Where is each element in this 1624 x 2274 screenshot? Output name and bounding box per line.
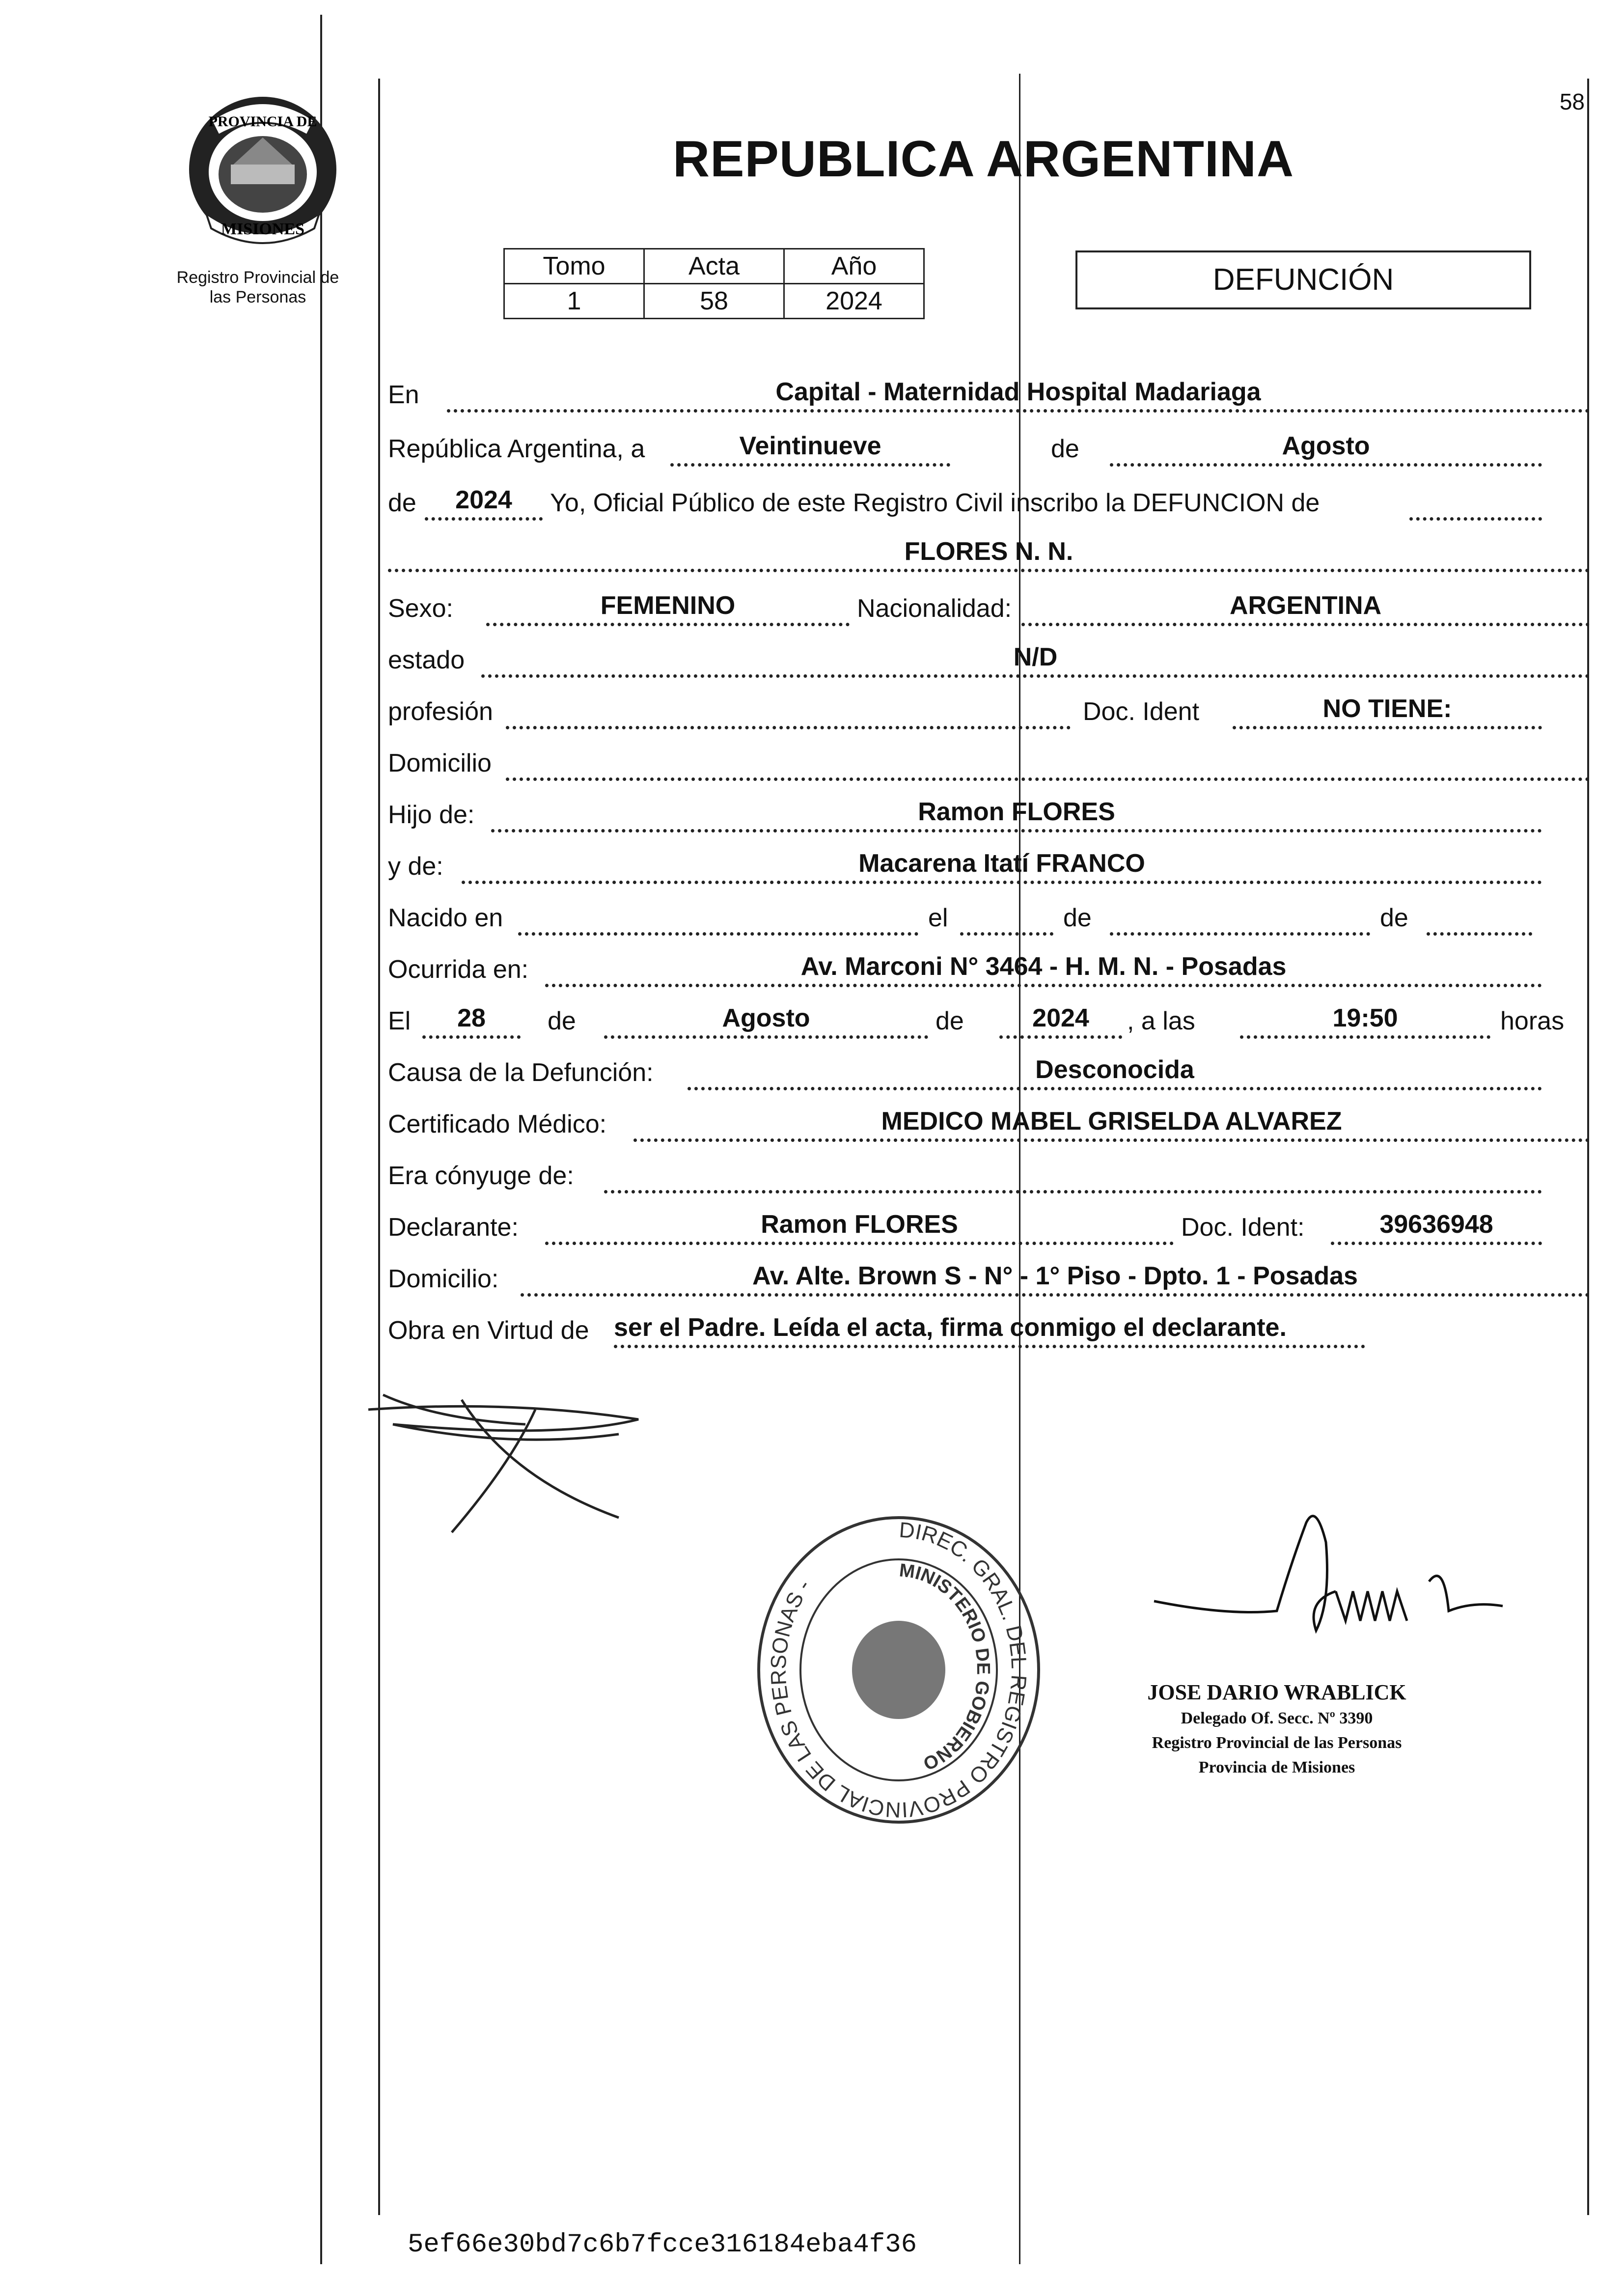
dotted-line xyxy=(425,517,543,521)
dotted-line xyxy=(999,1035,1122,1039)
row-deceased-name xyxy=(388,533,1590,577)
row-certificate xyxy=(388,1103,1590,1147)
dotted-line xyxy=(545,1242,1174,1245)
death-year-value: 2024 xyxy=(1032,1004,1089,1032)
hijo-label: Hijo de: xyxy=(388,801,475,829)
dotted-line xyxy=(1110,932,1370,936)
obra-value: ser el Padre. Leída el acta, firma conmigo el declarante. xyxy=(614,1313,1287,1342)
dotted-line xyxy=(1021,623,1590,626)
doc-ident-value: NO TIENE: xyxy=(1322,694,1452,723)
de-label: de xyxy=(1063,904,1092,932)
declarante-value: Ramon FLORES xyxy=(761,1210,958,1239)
seal-text-top: PROVINCIA DE xyxy=(208,113,317,130)
declarant-signature xyxy=(363,1390,707,1537)
declarante-label: Declarante: xyxy=(388,1213,519,1242)
dotted-line xyxy=(604,1035,928,1039)
row-marital-status xyxy=(388,638,1590,683)
page-number: 58 xyxy=(1559,89,1585,114)
year-value: 2024 xyxy=(455,486,512,514)
en-label: En xyxy=(388,381,419,409)
dotted-line xyxy=(1331,1242,1542,1245)
profesion-label: profesión xyxy=(388,697,493,726)
row-virtue xyxy=(388,1309,1590,1353)
row-mother xyxy=(388,845,1590,889)
dotted-line xyxy=(688,1087,1542,1090)
dotted-line xyxy=(1427,932,1532,936)
record-type-box: DEFUNCIÓN xyxy=(1075,250,1531,309)
registry-table xyxy=(503,248,925,319)
acta-header: Acta xyxy=(644,249,784,284)
document-title: REPUBLICA ARGENTINA xyxy=(673,131,1294,188)
row-declarant-domicile xyxy=(388,1257,1590,1302)
anio-value: 2024 xyxy=(784,284,924,319)
dotted-line xyxy=(462,881,1542,884)
sexo-label: Sexo: xyxy=(388,594,453,623)
certificado-value: MEDICO MABEL GRISELDA ALVAREZ xyxy=(881,1107,1342,1136)
dotted-line xyxy=(521,1293,1590,1297)
form-left-border xyxy=(378,79,380,2215)
left-binding-line xyxy=(320,15,322,2264)
seal-text-bottom: MISIONES xyxy=(220,220,305,238)
de-label: de xyxy=(548,1007,576,1035)
row-sex-nationality xyxy=(388,587,1590,631)
death-day-value: 28 xyxy=(457,1004,486,1032)
place-value: Capital - Maternidad Hospital Madariaga xyxy=(775,378,1261,406)
dotted-line xyxy=(1233,726,1542,729)
ocurrida-value: Av. Marconi N° 3464 - H. M. N. - Posadas xyxy=(800,952,1287,981)
dotted-line xyxy=(633,1138,1590,1142)
deceased-name-value: FLORES N. N. xyxy=(904,537,1073,566)
dotted-line xyxy=(545,984,1542,987)
tomo-value: 1 xyxy=(504,284,644,319)
causa-label: Causa de la Defunción: xyxy=(388,1058,654,1087)
obra-label: Obra en Virtud de xyxy=(388,1316,589,1345)
death-time-value: 19:50 xyxy=(1332,1004,1398,1032)
de-label: de xyxy=(388,489,416,517)
de-label: de xyxy=(1380,904,1408,932)
acta-value: 58 xyxy=(644,284,784,319)
nacido-label: Nacido en xyxy=(388,904,503,932)
el-label: el xyxy=(928,904,948,932)
el-label: El xyxy=(388,1007,411,1035)
declarante-domicile-value: Av. Alte. Brown S - N° - 1° Piso - Dpto. 1 - Posadas xyxy=(752,1262,1358,1290)
official-registry: Registro Provincial de las Personas xyxy=(1152,1734,1402,1752)
father-value: Ramon FLORES xyxy=(918,798,1115,826)
doc-ident-label: Doc. Ident: xyxy=(1181,1213,1305,1242)
org-name-line2: las Personas xyxy=(209,288,306,306)
doc-ident-label: Doc. Ident xyxy=(1083,697,1200,726)
stamp-outer-text: DIREC. GRAL. DEL REGISTRO PROVINCIAL DE LAS PERSONAS - xyxy=(766,1518,1031,1822)
de-label: de xyxy=(1051,435,1079,463)
anio-header: Año xyxy=(784,249,924,284)
dotted-line xyxy=(486,623,850,626)
dotted-line xyxy=(447,409,1590,413)
alas-label: , a las xyxy=(1127,1007,1195,1035)
dotted-line xyxy=(481,674,1590,678)
dotted-line xyxy=(604,1190,1542,1193)
row-occurred xyxy=(388,948,1590,992)
row-cause xyxy=(388,1051,1590,1095)
dotted-line xyxy=(1409,517,1542,521)
dotted-line xyxy=(506,777,1590,781)
row-registration-date xyxy=(388,427,1590,471)
inscribo-text: Yo, Oficial Público de este Registro Civil inscribo la DEFUNCION de xyxy=(550,489,1320,517)
dotted-line xyxy=(1240,1035,1490,1039)
official-province: Provincia de Misiones xyxy=(1198,1758,1355,1776)
dotted-line xyxy=(388,569,1590,572)
official-title: Delegado Of. Secc. Nº 3390 xyxy=(1181,1709,1373,1727)
certificado-label: Certificado Médico: xyxy=(388,1110,607,1138)
sexo-value: FEMENINO xyxy=(600,591,736,620)
provincial-seal-logo xyxy=(182,91,344,248)
causa-value: Desconocida xyxy=(1035,1055,1194,1084)
republica-label: República Argentina, a xyxy=(388,435,645,463)
dotted-line xyxy=(960,932,1053,936)
official-round-stamp xyxy=(751,1503,1046,1827)
row-spouse xyxy=(388,1154,1590,1198)
de-label: de xyxy=(936,1007,964,1035)
month-value: Agosto xyxy=(1282,432,1370,460)
ocurrida-label: Ocurrida en: xyxy=(388,955,529,984)
dotted-line xyxy=(518,932,918,936)
tomo-header: Tomo xyxy=(504,249,644,284)
dotted-line xyxy=(422,1035,521,1039)
dotted-line xyxy=(506,726,1071,729)
death-month-value: Agosto xyxy=(722,1004,810,1032)
registry-value-row xyxy=(504,284,924,319)
estado-label: estado xyxy=(388,646,465,674)
estado-value: N/D xyxy=(1013,643,1058,671)
day-words-value: Veintinueve xyxy=(739,432,881,460)
stamp-inner-text: MINISTERIO DE GOBIERNO xyxy=(898,1560,994,1775)
registry-header-row xyxy=(504,249,924,284)
dotted-line xyxy=(614,1345,1365,1348)
org-name-line1: Registro Provincial de xyxy=(176,268,339,287)
official-name: JOSE DARIO WRABLICK xyxy=(1147,1680,1406,1704)
nacionalidad-value: ARGENTINA xyxy=(1229,591,1382,620)
horas-label: horas xyxy=(1500,1007,1565,1035)
row-declarant xyxy=(388,1206,1590,1250)
dotted-line xyxy=(1110,463,1542,467)
row-place xyxy=(388,373,1590,417)
row-domicile xyxy=(388,742,1590,786)
document-hash: 5ef66e30bd7c6b7fcce316184eba4f36 xyxy=(408,2230,917,2260)
issuing-organization xyxy=(147,268,368,307)
mother-value: Macarena Itatí FRANCO xyxy=(858,849,1145,878)
dotted-line xyxy=(670,463,950,467)
row-profession-doc xyxy=(388,690,1590,734)
domicilio-label: Domicilio: xyxy=(388,1265,499,1293)
row-father xyxy=(388,793,1590,837)
row-year xyxy=(388,481,1590,526)
nacionalidad-label: Nacionalidad: xyxy=(857,594,1012,623)
yde-label: y de: xyxy=(388,852,443,881)
declarante-doc-value: 39636948 xyxy=(1379,1210,1493,1239)
dotted-line xyxy=(491,829,1542,832)
domicilio-label: Domicilio xyxy=(388,749,492,777)
row-birth xyxy=(388,896,1590,941)
conyuge-label: Era cónyuge de: xyxy=(388,1162,574,1190)
row-death-date xyxy=(388,999,1590,1044)
